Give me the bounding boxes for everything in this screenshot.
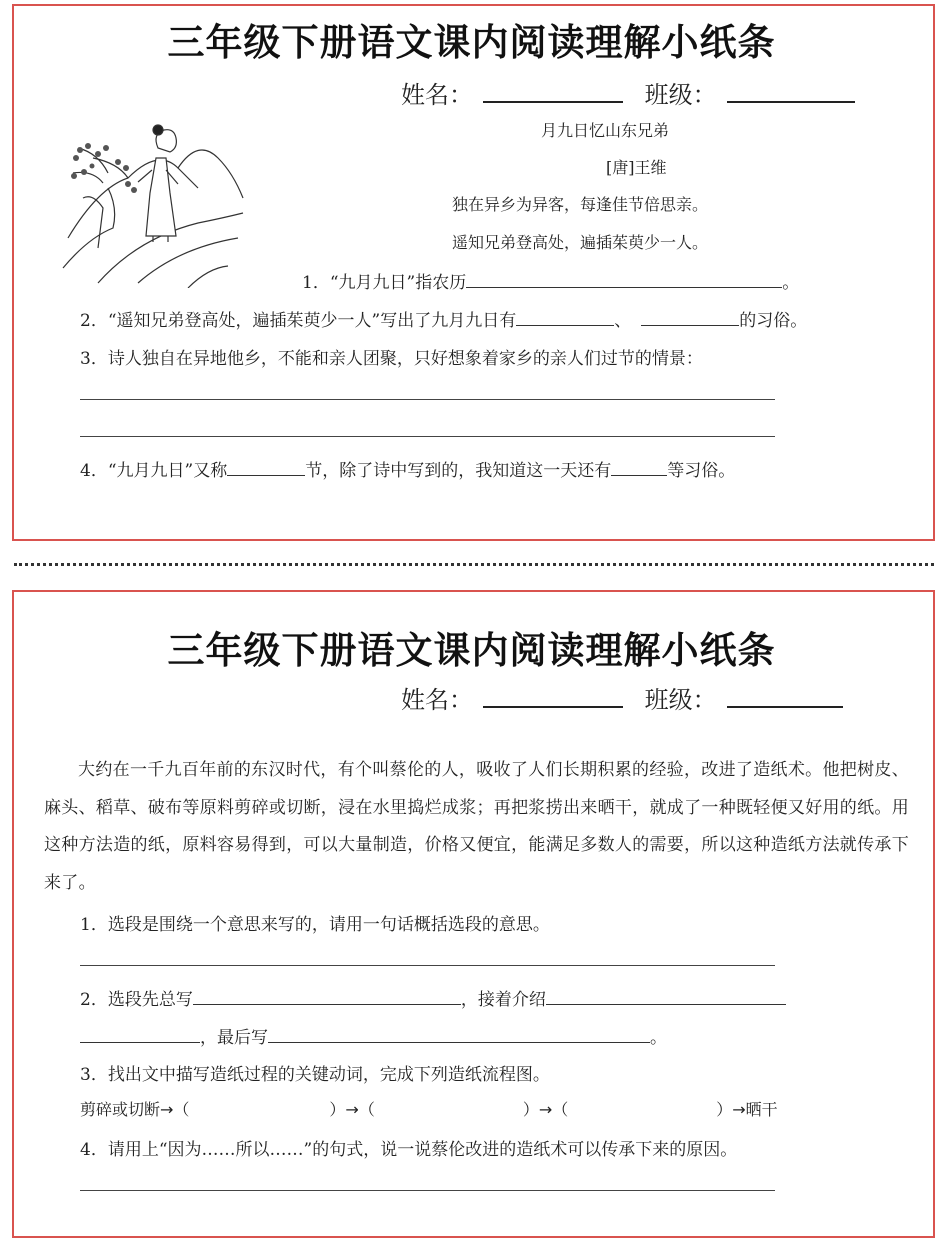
poem-line-1: 独在异乡为异客，每逢佳节倍思亲。 <box>452 195 709 214</box>
question-1: 1．选段是围绕一个意思来写的，请用一句话概括选段的意思。 <box>80 915 550 935</box>
class-label: 班级： <box>644 81 717 109</box>
poem-title: 月九日忆山东兄弟 <box>541 121 670 140</box>
answer-line[interactable] <box>80 1190 775 1191</box>
name-label: 姓名： <box>401 81 473 109</box>
answer-blank[interactable] <box>466 271 782 288</box>
page-title: 三年级下册语文课内阅读理解小纸条 <box>167 21 776 64</box>
flow-chart: 剪碎或切断→（ ）→（ ）→（ ）→晒干 <box>80 1100 778 1119</box>
answer-blank[interactable] <box>80 1026 200 1043</box>
class-field[interactable] <box>727 81 855 103</box>
question-2: 2．“遥知兄弟登高处，遍插茱萸少一人”写出了九月九日有 、 的习俗。 <box>80 311 808 331</box>
answer-blank[interactable] <box>268 1026 650 1043</box>
name-field[interactable] <box>483 81 623 103</box>
poet-illustration <box>58 118 248 288</box>
name-class-row <box>401 680 843 715</box>
question-4: 4．请用上“因为……所以……”的句式，说一说蔡伦改进的造纸术可以传承下来的原因。 <box>80 1140 738 1160</box>
question-2-cont: ，最后写 。 <box>80 1023 667 1048</box>
cut-line <box>14 563 934 566</box>
question-4: 4．“九月九日”又称 节，除了诗中写到的，我知道这一天还有 等习俗。 <box>80 461 736 481</box>
name-label: 姓名： <box>401 686 473 714</box>
answer-line[interactable] <box>80 965 775 966</box>
page-title: 三年级下册语文课内阅读理解小纸条 <box>167 629 776 672</box>
poem-author: [唐]王维 <box>606 158 667 177</box>
answer-line[interactable] <box>80 436 775 437</box>
question-2: 2．选段先总写 ，接着介绍 <box>80 985 786 1010</box>
question-3: 3．诗人独自在异地他乡，不能和亲人团聚，只好想象着家乡的亲人们过节的情景： <box>80 349 703 369</box>
class-field[interactable] <box>727 686 843 708</box>
answer-blank[interactable] <box>611 459 667 476</box>
question-3: 3．找出文中描写造纸过程的关键动词，完成下列造纸流程图。 <box>80 1065 550 1085</box>
poem-line-2: 遥知兄弟登高处，遍插茱萸少一人。 <box>452 233 709 252</box>
answer-line[interactable] <box>80 399 775 400</box>
answer-blank[interactable] <box>227 459 305 476</box>
question-1: 1．“九月九日”指农历 。 <box>302 273 800 293</box>
answer-blank[interactable] <box>193 988 461 1005</box>
name-class-row <box>401 75 855 110</box>
reading-passage: 大约在一千九百年前的东汉时代，有个叫蔡伦的人，吸收了人们长期积累的经验，改进了造纸术。他把树皮、麻头、稻草、破布等原料剪碎或切断，浸在水里捣烂成浆；再把浆捞出来晒干，就成了一种既轻便又好用的纸。用这种方法造的纸，原料容易得到，可以大量制造，价格又便宜，能满足多数人的需要，所以这种造纸方法就传承下来了。 <box>44 760 909 893</box>
answer-blank[interactable] <box>546 988 786 1005</box>
answer-blank[interactable] <box>516 309 614 326</box>
answer-blank[interactable] <box>641 309 739 326</box>
name-field[interactable] <box>483 686 623 708</box>
class-label: 班级： <box>644 686 717 714</box>
